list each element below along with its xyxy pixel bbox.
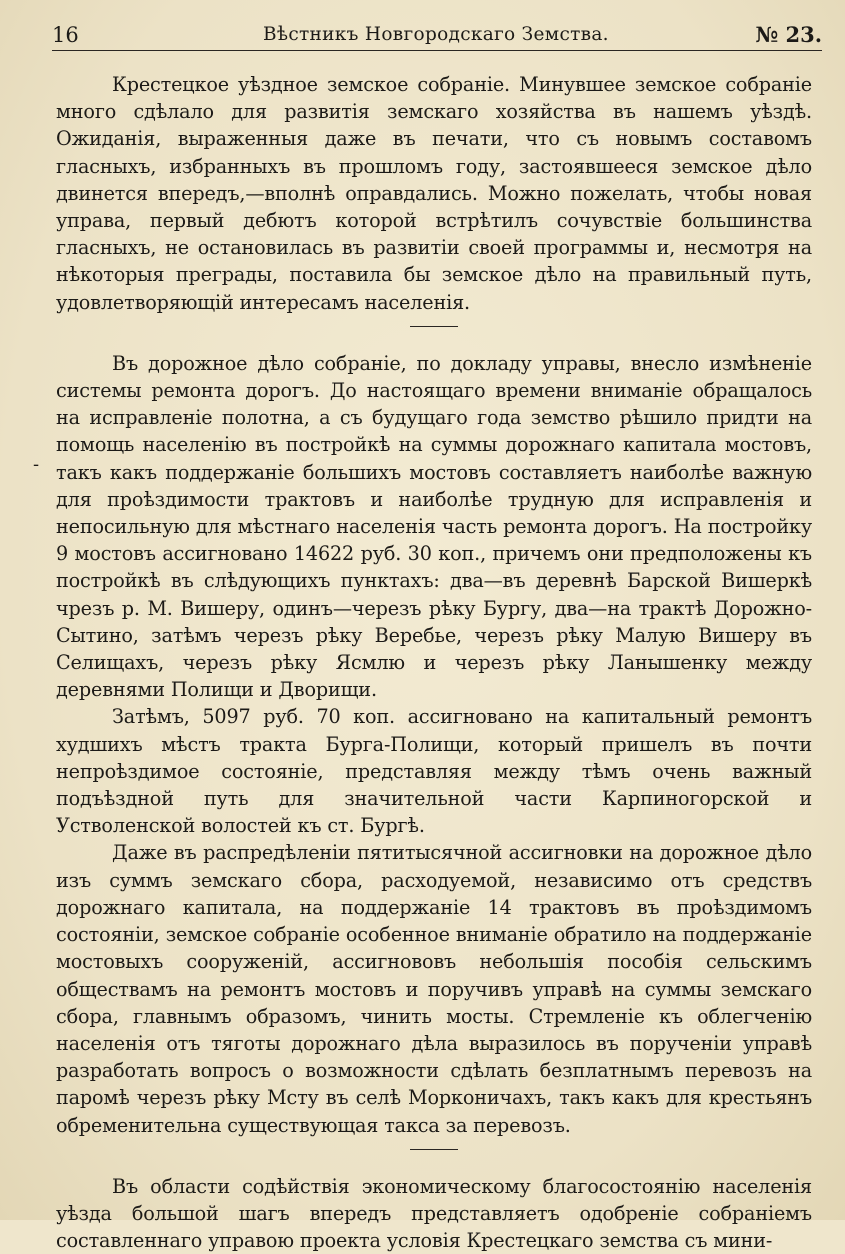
paragraph-roads: Въ дорожное дѣло собраніе, по докладу управы, внесло измѣненіе системы ремонта дорогъ. До настоящаго времени вниманіе обращалось на исправленіе полотна, а съ будущаго года земство рѣшило придти на помощь населенію въ постройкѣ на суммы дорожнаго капитала мостовъ, такъ какъ поддержаніе большихъ мостовъ составляетъ наиболѣе важную для проѣздимости трактовъ и наиболѣе трудную для исправленія и непосильную для мѣстнаго населенія часть ремонта дорогъ. На постройку 9 мостовъ ассигновано 14622 руб. 30 коп., причемъ они предположены къ постройкѣ въ слѣдующихъ пунктахъ: два—въ деревнѣ Барской Вишеркѣ чрезъ р. М. Вишеру, одинъ—черезъ рѣку Бургу, два—на трактѣ Дорожно-Сытино, затѣмъ черезъ рѣку Веребье, черезъ рѣку Малую Вишеру въ Селищахъ, черезъ рѣку Ясмлю и черезъ рѣку Ланышенку между деревнями Полищи и Дворищи. [56, 351, 812, 702]
article-body [56, 71, 812, 1254]
paragraph-economy: Въ области содѣйствія экономическому благосостоянію населенія уѣзда большой шагъ впередъ представляетъ одобреніе собраніемъ составленнаго управою проекта условія Крестецкаго земства съ мини- [56, 1174, 812, 1253]
header-rule [52, 50, 822, 51]
paragraph-bridges: Даже въ распредѣленіи пятитысячной ассигновки на дорожное дѣло изъ суммъ земскаго сбора, расходуемой, независимо отъ средствъ дорожнаго капитала, на поддержаніе 14 трактовъ въ проѣздимомъ состояніи, земское собраніе особенное вниманіе обратило на поддержаніе мостовыхъ сооруженій, ассигнововъ небольшія пособія сельскимъ обществамъ на ремонтъ мостовъ и поручивъ управѣ на суммы земскаго сбора, главнымъ образомъ, чинить мосты. Стремленіе къ облегченію населенія отъ тяготы дорожнаго дѣла выразилось въ порученіи управѣ разработать вопросъ о возможности сдѣлать безплатнымъ перевозъ на паромѣ черезъ рѣку Мсту въ селѣ Морконичахъ, такъ какъ для крестьянъ обременительна существующая такса за перевозъ. [56, 841, 812, 1137]
section-divider [410, 326, 458, 327]
paragraph-intro: Крестецкое уѣздное земское собраніе. Минувшее земское собраніе много сдѣлало для развитія земскаго хозяйства въ нашемъ уѣздѣ. Ожиданія, выраженныя даже въ печати, что съ новымъ составомъ гласныхъ, избранныхъ въ прошломъ году, застоявшееся земское дѣло двинется впередъ,—вполнѣ оправдались. Можно пожелать, чтобы новая управа, первый дебютъ которой встрѣтилъ сочувствіе большинства гласныхъ, не остановилась въ развитіи своей программы и, несмотря на нѣкоторыя преграды, поставила бы земское дѣло на правильный путь, удовлетворяющій интересамъ населенія. [56, 73, 812, 314]
journal-title: Вѣстникъ Новгородскаго Земства. [263, 24, 609, 45]
page-number: 16 [52, 23, 79, 47]
paragraph-repairs: Затѣмъ, 5097 руб. 70 коп. ассигновано на капитальный ремонтъ худшихъ мѣстъ тракта Бурга-Полищи, который пришелъ въ почти непроѣздимое состояніе, представляя между тѣмъ очень важный подъѣздной путь для значительной части Карпиногорской и Устволенской волостей къ ст. Бургѣ. [56, 705, 812, 838]
section-divider [410, 1149, 458, 1150]
margin-mark: - [33, 454, 40, 475]
page-header [52, 22, 822, 48]
issue-number: № 23. [755, 22, 822, 47]
